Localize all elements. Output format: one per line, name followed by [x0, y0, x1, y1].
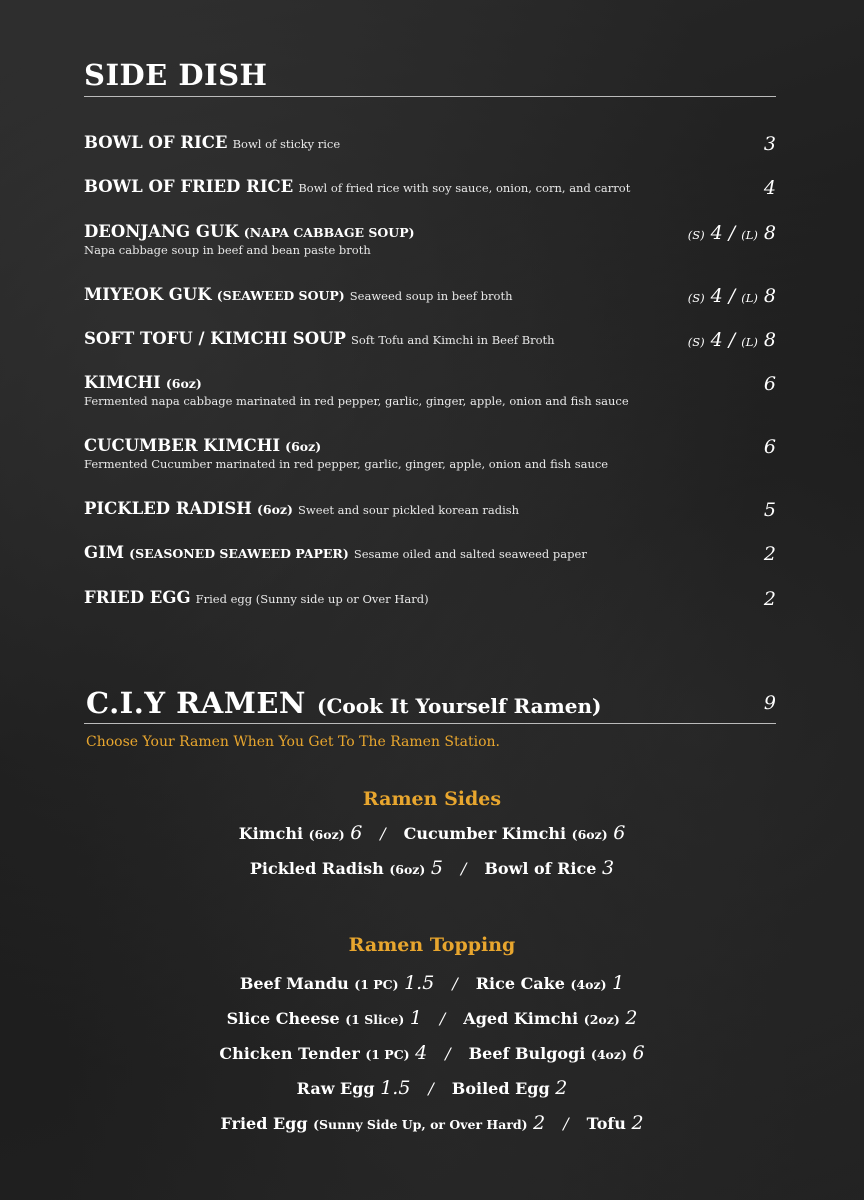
item-name: BOWL OF FRIED RICE — [84, 177, 294, 196]
item-description: Seaweed soup in beef broth — [349, 289, 513, 303]
topping-name: Cucumber Kimchi — [403, 824, 567, 843]
topping-price: 1.5 — [404, 972, 435, 994]
ciy-title: C.I.Y RAMEN — [86, 686, 306, 720]
topping-name: Rice Cake — [475, 974, 565, 993]
item-name: KIMCHI — [84, 373, 161, 392]
separator: / — [563, 1114, 569, 1133]
item-name: PICKLED RADISH — [84, 499, 252, 518]
topping-price: 2 — [533, 1112, 546, 1134]
item-description: Fermented napa cabbage marinated in red pepper, garlic, ginger, apple, onion and fish sauce — [84, 394, 629, 408]
topping-qty: (4oz) — [570, 977, 607, 992]
topping-name: Bowl of Rice — [484, 859, 597, 878]
side-dish-item — [84, 373, 776, 408]
item-name: GIM — [84, 543, 125, 562]
topping-name: Beef Mandu — [239, 974, 349, 993]
item-name: SOFT TOFU / KIMCHI SOUP — [84, 329, 346, 348]
price-small: 4 — [710, 329, 723, 351]
topping-price: 3 — [602, 857, 615, 879]
ciy-divider — [84, 723, 776, 724]
topping-qty: (4oz) — [590, 1047, 627, 1062]
topping-qty: (1 Slice) — [345, 1012, 405, 1027]
item-size: (6oz) — [285, 439, 322, 454]
topping-price: 2 — [555, 1077, 568, 1099]
item-description: Soft Tofu and Kimchi in Beef Broth — [350, 333, 555, 347]
topping-price: 6 — [632, 1042, 645, 1064]
item-description: Sesame oiled and salted seaweed paper — [353, 547, 587, 561]
topping-qty: (2oz) — [583, 1012, 620, 1027]
topping-name: Pickled Radish — [249, 859, 384, 878]
topping-price: 4 — [415, 1042, 428, 1064]
item-price: 3 — [763, 133, 776, 155]
item-price — [688, 222, 776, 244]
price-separator: / — [722, 222, 742, 244]
topping-name: Chicken Tender — [219, 1044, 360, 1063]
item-description: Bowl of fried rice with soy sauce, onion, corn, and carrot — [298, 181, 631, 195]
menu-row — [0, 1007, 864, 1029]
item-price: 6 — [763, 373, 776, 395]
size-small-label: (S) — [687, 291, 705, 305]
topping-price: 6 — [350, 822, 363, 844]
topping-name: Raw Egg — [296, 1079, 375, 1098]
separator: / — [439, 1009, 446, 1028]
ciy-header — [86, 686, 776, 720]
side-dish-item — [84, 499, 776, 521]
item-price — [688, 329, 776, 351]
item-price — [688, 285, 776, 307]
price-separator: / — [722, 285, 742, 307]
topping-price: 1 — [409, 1007, 422, 1029]
price-small: 4 — [710, 285, 723, 307]
ramen-topping-title: Ramen Topping — [348, 934, 516, 956]
side-dish-item — [84, 177, 776, 199]
separator: / — [452, 974, 458, 993]
item-price: 6 — [763, 436, 776, 458]
side-dish-item — [84, 285, 776, 307]
size-small-label: (S) — [687, 335, 705, 349]
menu-row — [0, 972, 864, 994]
separator: / — [380, 824, 386, 843]
item-name: FRIED EGG — [84, 588, 191, 607]
topping-name: Aged Kimchi — [463, 1009, 579, 1028]
item-name: DEONJANG GUK — [84, 222, 239, 241]
price-large: 8 — [763, 329, 776, 351]
topping-qty: (6oz) — [389, 862, 426, 877]
topping-price: 6 — [613, 822, 626, 844]
topping-qty: (Sunny Side Up, or Over Hard) — [313, 1117, 528, 1132]
item-size: (SEASONED SEAWEED PAPER) — [129, 546, 349, 561]
item-size: (NAPA CABBAGE SOUP) — [243, 225, 415, 240]
menu-row — [0, 1077, 864, 1099]
size-large-label: (L) — [741, 291, 758, 305]
size-small-label: (S) — [687, 228, 705, 242]
separator: / — [445, 1044, 451, 1063]
topping-qty: (6oz) — [571, 827, 608, 842]
topping-name: Fried Egg — [220, 1114, 308, 1133]
topping-price: 2 — [631, 1112, 644, 1134]
topping-qty: (1 PC) — [365, 1047, 410, 1062]
side-dish-item — [84, 133, 776, 155]
item-size: (SEAWEED SOUP) — [216, 288, 345, 303]
item-price: 4 — [763, 177, 776, 199]
side-dish-item — [84, 436, 776, 471]
item-description: Fried egg (Sunny side up or Over Hard) — [195, 592, 429, 606]
size-large-label: (L) — [741, 228, 758, 242]
price-large: 8 — [763, 222, 776, 244]
topping-qty: (6oz) — [308, 827, 345, 842]
menu-row — [0, 857, 864, 879]
item-description: Bowl of sticky rice — [232, 137, 341, 151]
item-price: 2 — [763, 543, 776, 565]
side-dish-title: SIDE DISH — [84, 58, 268, 92]
topping-price: 2 — [625, 1007, 638, 1029]
item-description: Fermented Cucumber marinated in red pepper, garlic, ginger, apple, onion and fish sauce — [84, 457, 609, 471]
menu-row — [0, 1042, 864, 1064]
item-price: 5 — [763, 499, 776, 521]
topping-name: Tofu — [586, 1114, 626, 1133]
ramen-sides-title: Ramen Sides — [362, 788, 502, 810]
item-description: Napa cabbage soup in beef and bean paste broth — [84, 243, 371, 257]
item-name: MIYEOK GUK — [84, 285, 212, 304]
item-name: BOWL OF RICE — [84, 133, 228, 152]
item-size: (6oz) — [165, 376, 202, 391]
ciy-price: 9 — [763, 692, 776, 714]
menu-row — [0, 1112, 864, 1134]
item-size: (6oz) — [256, 502, 293, 517]
price-small: 4 — [710, 222, 723, 244]
ciy-note: Choose Your Ramen When You Get To The Ramen Station. — [86, 734, 500, 750]
item-name: CUCUMBER KIMCHI — [84, 436, 281, 455]
item-price: 2 — [763, 588, 776, 610]
separator: / — [428, 1079, 434, 1098]
side-dish-item — [84, 329, 776, 351]
price-large: 8 — [763, 285, 776, 307]
menu-row — [0, 822, 864, 844]
topping-qty: (1 PC) — [354, 977, 399, 992]
item-description: Sweet and sour pickled korean radish — [298, 503, 520, 517]
price-separator: / — [722, 329, 742, 351]
topping-name: Beef Bulgogi — [468, 1044, 586, 1063]
side-dish-item — [84, 222, 776, 257]
topping-price: 1.5 — [380, 1077, 411, 1099]
side-dish-divider — [84, 96, 776, 97]
topping-name: Kimchi — [238, 824, 304, 843]
size-large-label: (L) — [741, 335, 758, 349]
topping-price: 1 — [612, 972, 625, 994]
topping-price: 5 — [430, 857, 443, 879]
side-dish-item — [84, 543, 776, 565]
side-dish-item — [84, 588, 776, 610]
ciy-subtitle: (Cook It Yourself Ramen) — [317, 694, 602, 718]
topping-name: Slice Cheese — [226, 1009, 340, 1028]
separator: / — [461, 859, 467, 878]
topping-name: Boiled Egg — [451, 1079, 550, 1098]
